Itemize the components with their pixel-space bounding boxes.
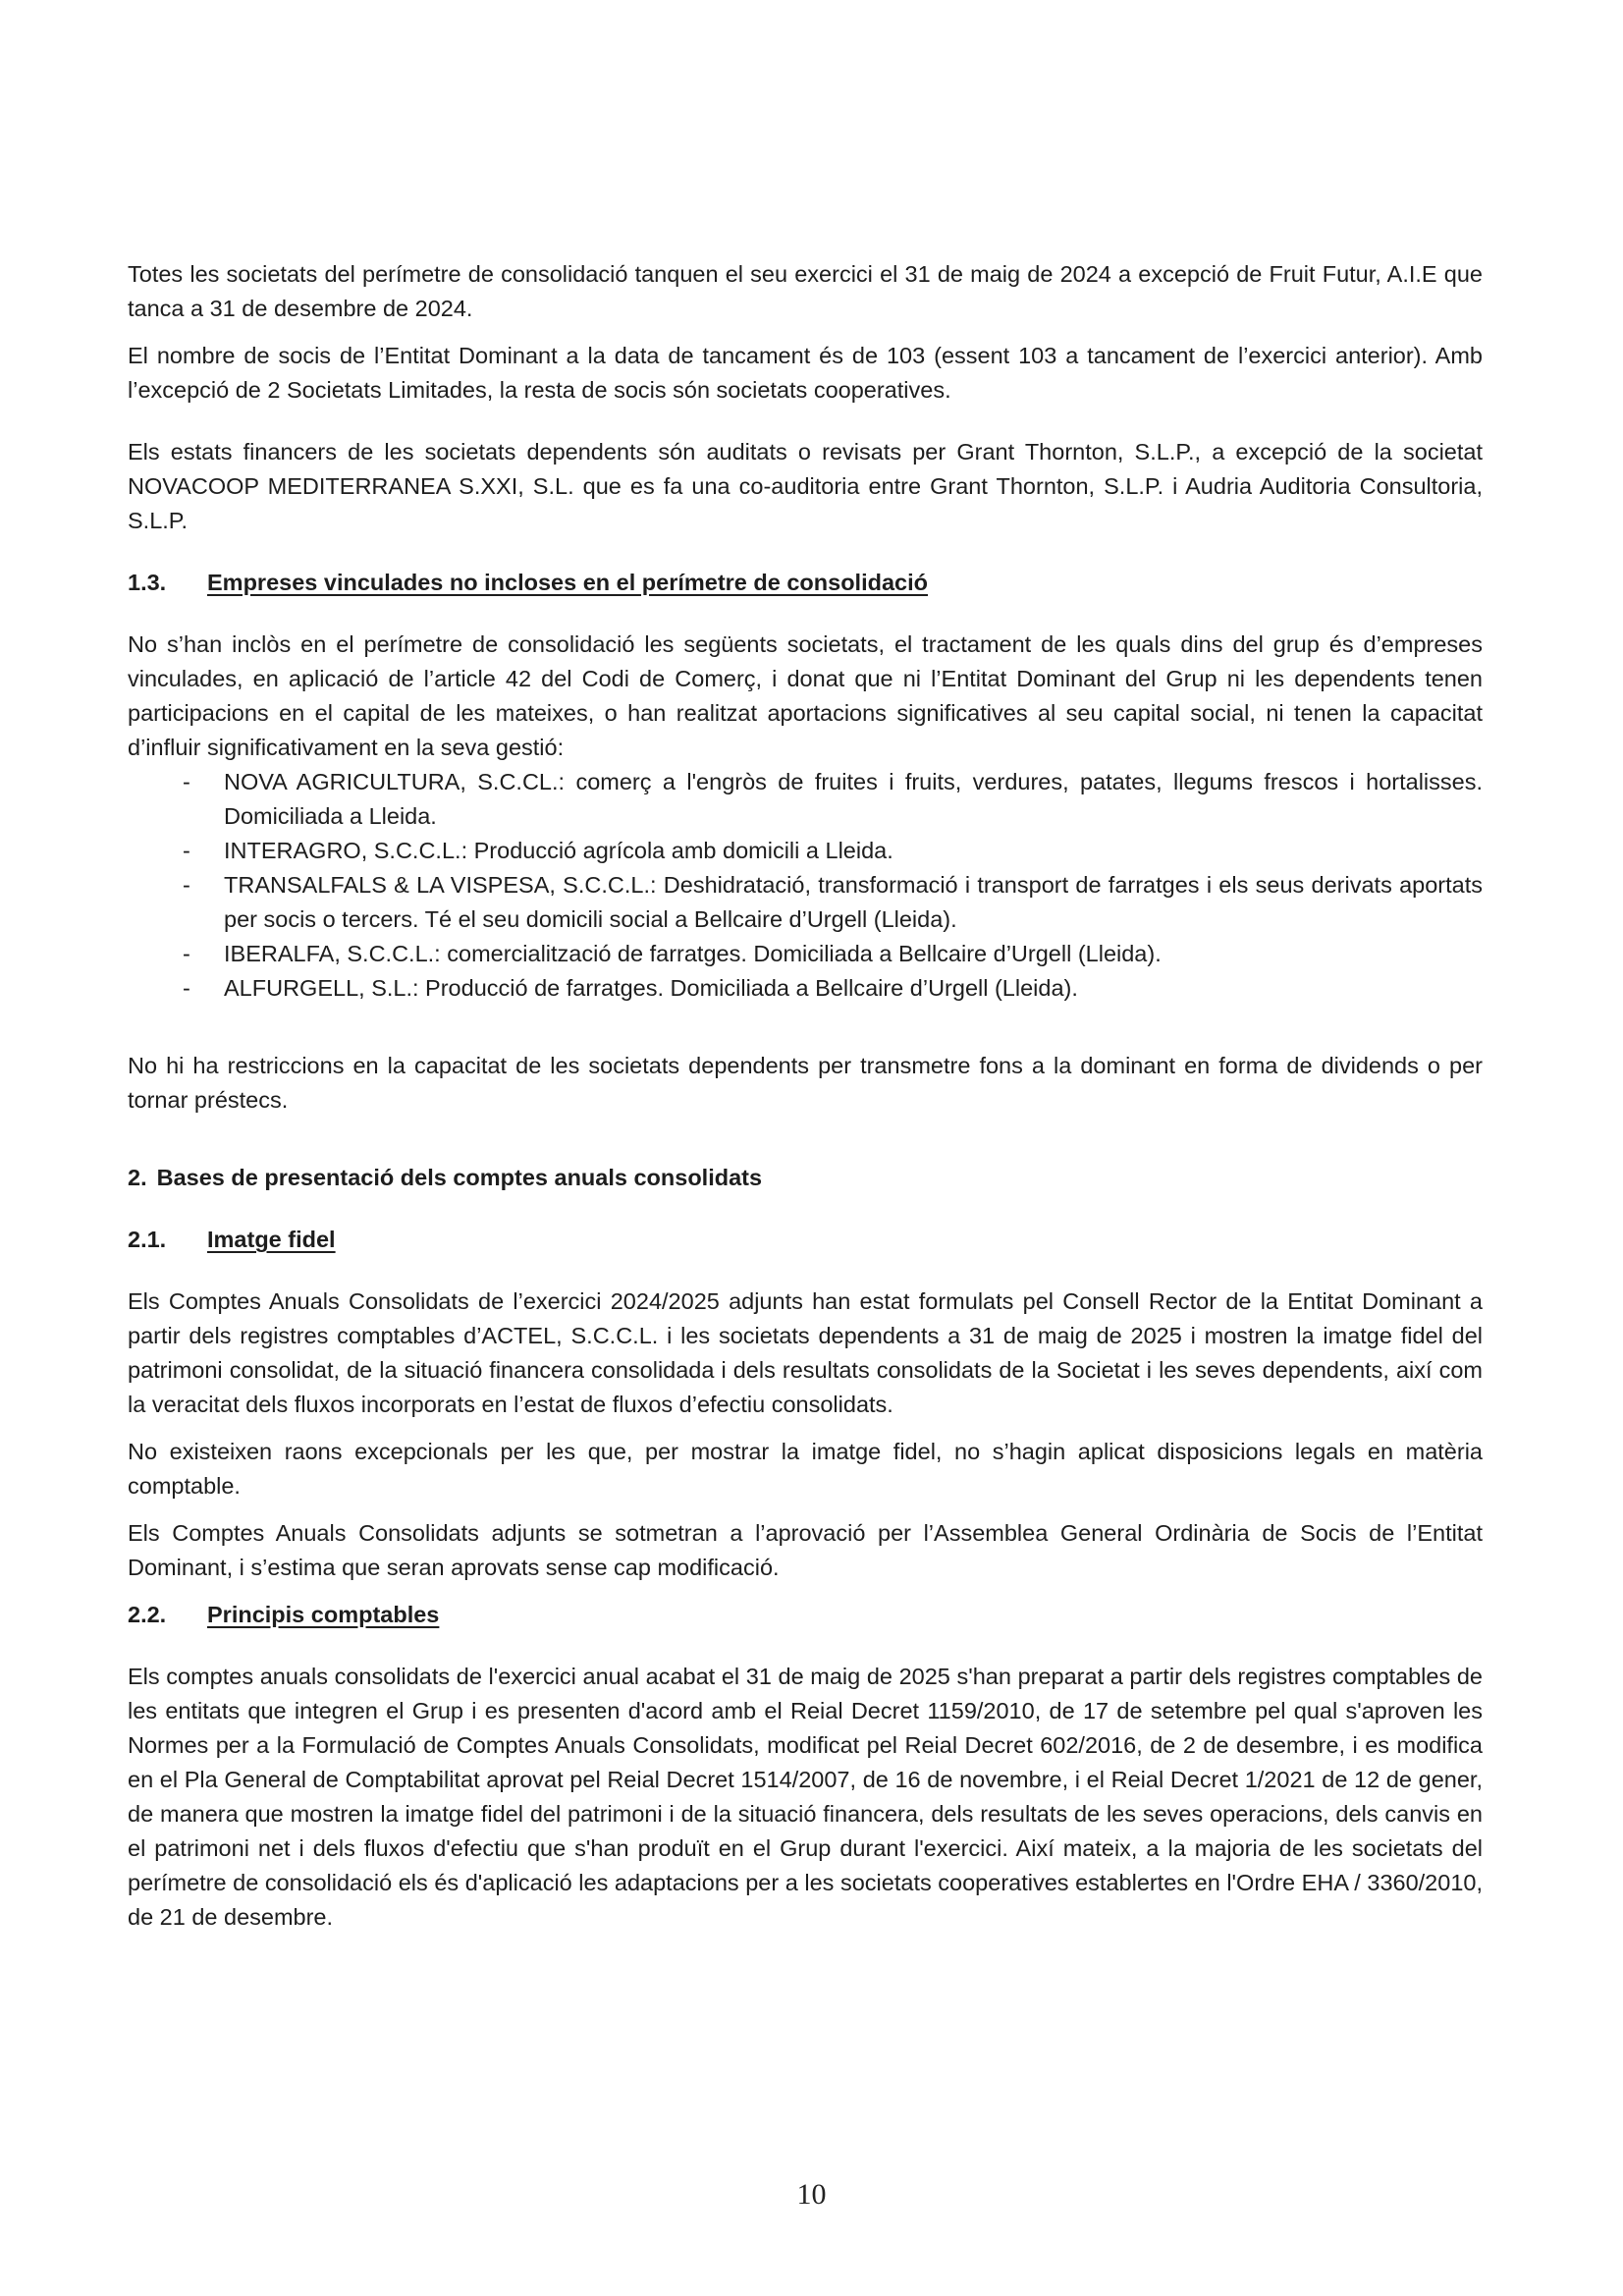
list-item-text: ALFURGELL, S.L.: Producció de farratges. Domiciliada a Bellcaire d’Urgell (Lleida).	[224, 975, 1078, 1001]
paragraph-restrictions: No hi ha restriccions en la capacitat de les societats dependents per transmetre fons a la dominant en forma de dividends o per tornar préstecs.	[128, 1053, 1483, 1113]
document-page	[128, 257, 1483, 1935]
section-number: 1.3.	[128, 570, 167, 595]
section-heading-2-2	[128, 1598, 1483, 1632]
paragraph-fiscal-year: Totes les societats del perímetre de consolidació tanquen el seu exercici el 31 de maig de 2024 a excepció de Fruit Futur, A.I.E que tanca a 31 de desembre de 2024.	[128, 261, 1483, 321]
paragraph-approval: Els Comptes Anuals Consolidats adjunts se sotmetran a l’aprovació per l’Assemblea General Ordinària de Socis de l’Entitat Dominant, i s’estima que seran aprovats sense cap modificació.	[128, 1520, 1483, 1580]
section-heading-2	[128, 1161, 1483, 1195]
list-item	[128, 937, 1483, 971]
paragraph-true-image: Els Comptes Anuals Consolidats de l’exercici 2024/2025 adjunts han estat formulats pel Consell Rector de la Entitat Dominant a partir dels registres comptables d’ACTEL, S.C.C.L. i les societats dependents a 31 de maig de 2025 i mostren la imatge fidel del patrimoni consolidat, de la situació financera consolidada i dels resultats consolidats de la Societat i les seves dependents, així com la veracitat dels fluxos incorporats en l’estat de fluxos d’efectiu consolidats.	[128, 1288, 1483, 1417]
section-title: Imatge fidel	[207, 1227, 336, 1252]
paragraph-exceptional-reasons: No existeixen raons excepcionals per les que, per mostrar la imatge fidel, no s’hagin aplicat disposicions legals en matèria comptable.	[128, 1439, 1483, 1499]
list-bullet: -	[183, 941, 190, 966]
list-item-text: INTERAGRO, S.C.C.L.: Producció agrícola amb domicili a Lleida.	[224, 838, 893, 863]
section-number: 2.2.	[128, 1602, 167, 1627]
list-item	[128, 868, 1483, 937]
list-bullet: -	[183, 975, 190, 1001]
list-bullet: -	[183, 769, 190, 794]
list-bullet: -	[183, 872, 190, 898]
section-heading-1-3	[128, 566, 1483, 600]
section-heading-2-1	[128, 1223, 1483, 1257]
related-companies-list	[128, 765, 1483, 1006]
list-item	[128, 765, 1483, 834]
section-number: 2.	[128, 1165, 147, 1190]
page-number: 10	[796, 2178, 827, 2211]
list-item	[128, 834, 1483, 868]
section-title: Principis comptables	[207, 1602, 440, 1627]
paragraph-auditors: Els estats financers de les societats dependents són auditats o revisats per Grant Thornton, S.L.P., a excepció de la societat NOVACOOP MEDITERRANEA S.XXI, S.L. que es fa una co-auditoria entre Grant Thornton, S.L.P. i Audria Auditoria Consultoria, S.L.P.	[128, 439, 1483, 533]
list-item-text: IBERALFA, S.C.C.L.: comercialització de farratges. Domiciliada a Bellcaire d’Urgell (Lleida).	[224, 941, 1162, 966]
list-bullet: -	[183, 838, 190, 863]
section-number: 2.1.	[128, 1227, 167, 1252]
paragraph-related-intro: No s’han inclòs en el perímetre de consolidació les següents societats, el tractament de les quals dins del grup és d’empreses vinculades, en aplicació de l’article 42 del Codi de Comerç, i donat que ni l’Entitat Dominant del Grup ni les dependents tenen participacions en el capital de les mateixes, o han realitzat aportacions significatives al seu capital social, ni tenen la capacitat d’influir significativament en la seva gestió:	[128, 631, 1483, 760]
list-item-text: NOVA AGRICULTURA, S.C.CL.: comerç a l'engròs de fruites i fruits, verdures, patates, llegums frescos i hortalisses. Domiciliada a Lleida.	[224, 769, 1483, 829]
section-title: Bases de presentació dels comptes anuals consolidats	[156, 1165, 763, 1190]
section-title: Empreses vinculades no incloses en el perímetre de consolidació	[207, 570, 928, 595]
paragraph-members: El nombre de socis de l’Entitat Dominant a la data de tancament és de 103 (essent 103 a tancament de l’exercici anterior). Amb l’excepció de 2 Societats Limitades, la resta de socis són societats cooperatives.	[128, 343, 1483, 403]
list-item	[128, 971, 1483, 1006]
paragraph-accounting-principles: Els comptes anuals consolidats de l'exercici anual acabat el 31 de maig de 2025 s'han preparat a partir dels registres comptables de les entitats que integren el Grup i es presenten d'acord amb el Reial Decret 1159/2010, de 17 de setembre pel qual s'aproven les Normes per a la Formulació de Comptes Anuals Consolidats, modificat pel Reial Decret 602/2016, de 2 de desembre, i es modifica en el Pla General de Comptabilitat aprovat pel Reial Decret 1514/2007, de 16 de novembre, i el Reial Decret 1/2021 de 12 de gener, de manera que mostren la imatge fidel del patrimoni i de la situació financera, dels resultats de les seves operacions, dels canvis en el patrimoni net i dels fluxos d'efectiu que s'han produït en el Grup durant l'exercici. Així mateix, a la majoria de les societats del perímetre de consolidació els és d'aplicació les adaptacions per a les societats cooperatives establertes en l'Ordre EHA / 3360/2010, de 21 de desembre.	[128, 1664, 1483, 1930]
list-item-text: TRANSALFALS & LA VISPESA, S.C.C.L.: Deshidratació, transformació i transport de farratges i els seus derivats aportats per socis o tercers. Té el seu domicili social a Bellcaire d’Urgell (Lleida).	[224, 872, 1483, 932]
